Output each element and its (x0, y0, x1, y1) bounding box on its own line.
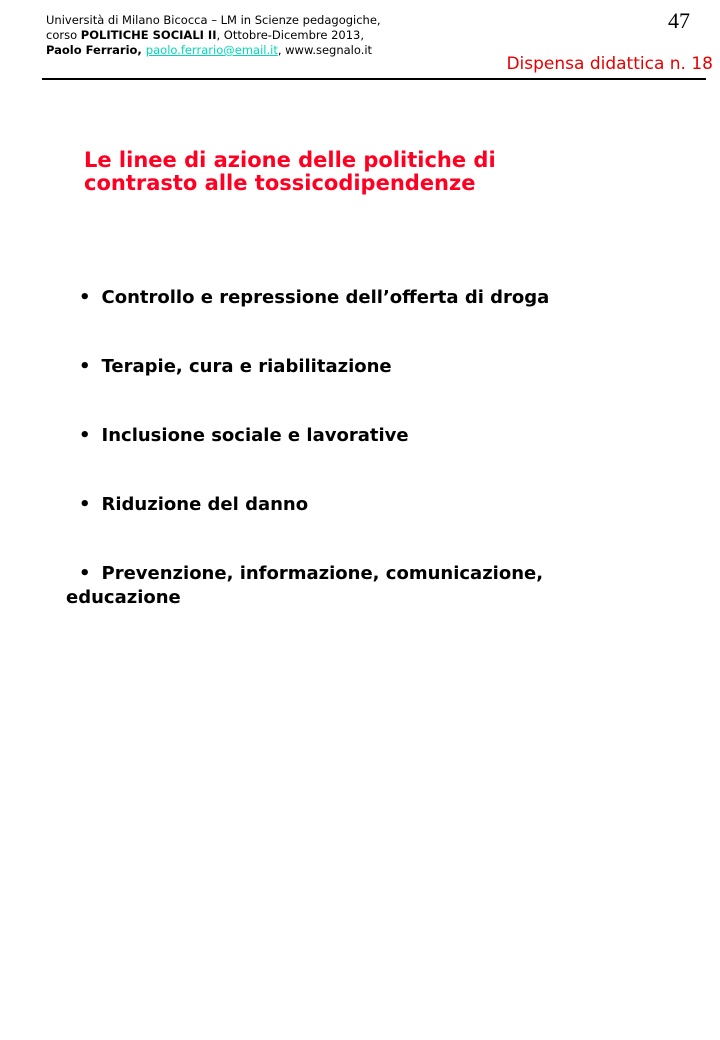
list-item (66, 493, 666, 517)
list-item-label: Terapie, cura e riabilitazione (101, 356, 392, 377)
bullet-icon: • (79, 563, 91, 584)
website-text: , www.segnalo.it (277, 43, 373, 57)
list-item-label: Inclusione sociale e lavorative (101, 425, 409, 446)
header-divider (42, 78, 706, 80)
author-name: Paolo Ferrario, (46, 43, 146, 57)
list-item (66, 286, 666, 310)
list-item-label: Riduzione del danno (101, 494, 309, 515)
page-title-line-1: Le linee di azione delle politiche di (84, 148, 496, 172)
header-line-3 (46, 43, 381, 58)
course-dates: , Ottobre-Dicembre 2013, (216, 28, 364, 42)
bullet-icon: • (79, 494, 91, 515)
list-item-label: Prevenzione, informazione, comunicazione, (101, 563, 544, 584)
header-line-2 (46, 28, 381, 43)
course-name: POLITICHE SOCIALI II (80, 28, 217, 42)
list-item-continuation: educazione (66, 587, 181, 608)
page-title (84, 149, 496, 195)
email-link[interactable]: paolo.ferrario@email.it (145, 43, 278, 57)
list-item-label: Controllo e repressione dell’offerta di droga (101, 287, 550, 308)
course-prefix: corso (46, 28, 81, 42)
university-text: Università di Milano Bicocca – LM in Scienze pedagogiche, (46, 13, 381, 27)
list-item (66, 424, 666, 448)
page-number: 47 (668, 8, 690, 33)
dispensa-label: Dispensa didattica n. 18 (506, 54, 713, 74)
header (46, 13, 381, 58)
page-title-line-2: contrasto alle tossicodipendenze (84, 171, 476, 195)
bullet-icon: • (79, 425, 91, 446)
list-item (66, 355, 666, 379)
bullet-icon: • (79, 287, 91, 308)
bullet-icon: • (79, 356, 91, 377)
header-line-1 (46, 13, 381, 28)
bullet-list (66, 286, 666, 655)
list-item (66, 562, 666, 610)
